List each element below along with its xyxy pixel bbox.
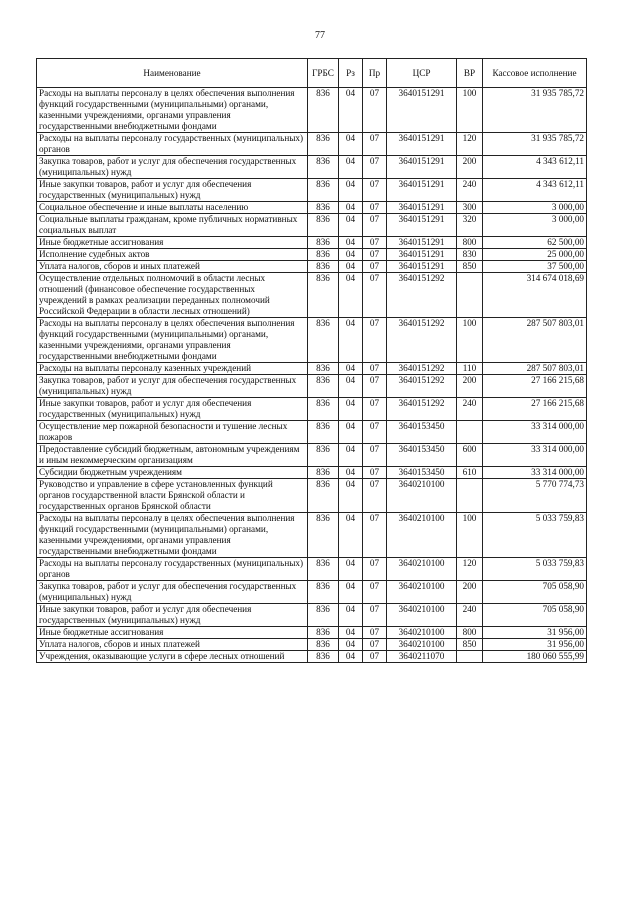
cell-vr: 100 — [457, 318, 483, 363]
cell-csr: 3640211070 — [387, 651, 457, 663]
header-pr: Пр — [363, 59, 387, 88]
cell-rz: 04 — [339, 318, 363, 363]
cell-rz: 04 — [339, 249, 363, 261]
cell-rz: 04 — [339, 604, 363, 627]
cell-rz: 04 — [339, 179, 363, 202]
cell-csr: 3640151291 — [387, 214, 457, 237]
cell-vr: 120 — [457, 558, 483, 581]
cell-csr: 3640151291 — [387, 249, 457, 261]
cell-rz: 04 — [339, 133, 363, 156]
cell-vr: 200 — [457, 581, 483, 604]
cell-sum: 33 314 000,00 — [483, 444, 587, 467]
cell-name: Уплата налогов, сборов и иных платежей — [37, 639, 308, 651]
table-row — [37, 156, 587, 179]
cell-pr: 07 — [363, 513, 387, 558]
cell-grbs: 836 — [308, 444, 339, 467]
cell-csr: 3640151291 — [387, 179, 457, 202]
cell-csr: 3640151291 — [387, 133, 457, 156]
cell-sum: 4 343 612,11 — [483, 156, 587, 179]
header-vr: ВР — [457, 59, 483, 88]
cell-grbs: 836 — [308, 214, 339, 237]
cell-grbs: 836 — [308, 604, 339, 627]
cell-vr: 240 — [457, 179, 483, 202]
cell-grbs: 836 — [308, 639, 339, 651]
cell-pr: 07 — [363, 179, 387, 202]
cell-csr: 3640151292 — [387, 273, 457, 318]
cell-pr: 07 — [363, 202, 387, 214]
cell-vr: 830 — [457, 249, 483, 261]
cell-vr: 850 — [457, 261, 483, 273]
cell-grbs: 836 — [308, 88, 339, 133]
table-row — [37, 318, 587, 363]
cell-sum: 5 770 774,73 — [483, 479, 587, 513]
cell-vr — [457, 273, 483, 318]
cell-sum: 314 674 018,69 — [483, 273, 587, 318]
cell-pr: 07 — [363, 558, 387, 581]
cell-pr: 07 — [363, 214, 387, 237]
cell-grbs: 836 — [308, 156, 339, 179]
table-row — [37, 179, 587, 202]
table-row — [37, 375, 587, 398]
cell-sum: 31 956,00 — [483, 639, 587, 651]
cell-rz: 04 — [339, 156, 363, 179]
cell-csr: 3640151291 — [387, 237, 457, 249]
cell-sum: 5 033 759,83 — [483, 513, 587, 558]
cell-pr: 07 — [363, 88, 387, 133]
cell-csr: 3640153450 — [387, 421, 457, 444]
cell-sum: 287 507 803,01 — [483, 318, 587, 363]
cell-vr: 120 — [457, 133, 483, 156]
cell-name: Уплата налогов, сборов и иных платежей — [37, 261, 308, 273]
cell-csr: 3640210100 — [387, 479, 457, 513]
cell-sum: 33 314 000,00 — [483, 467, 587, 479]
header-sum: Кассовое исполнение — [483, 59, 587, 88]
table-row — [37, 214, 587, 237]
cell-grbs: 836 — [308, 627, 339, 639]
cell-name: Иные закупки товаров, работ и услуг для обеспечения государственных (муниципальных) нужд — [37, 398, 308, 421]
cell-name: Расходы на выплаты персоналу в целях обеспечения выполнения функций государственными (муниципальными) органами, казенными учреждениями, органами управления государственными внебюджетными фондами — [37, 513, 308, 558]
cell-name: Расходы на выплаты персоналу казенных учреждений — [37, 363, 308, 375]
cell-name: Предоставление субсидий бюджетным, автономным учреждениям и иным некоммерческим организациям — [37, 444, 308, 467]
table-row — [37, 273, 587, 318]
cell-name: Расходы на выплаты персоналу в целях обеспечения выполнения функций государственными (муниципальными) органами, казенными учреждениями, органами управления государственными внебюджетными фондами — [37, 318, 308, 363]
cell-pr: 07 — [363, 133, 387, 156]
cell-sum: 3 000,00 — [483, 214, 587, 237]
cell-pr: 07 — [363, 444, 387, 467]
cell-csr: 3640153450 — [387, 467, 457, 479]
cell-sum: 27 166 215,68 — [483, 398, 587, 421]
cell-grbs: 836 — [308, 133, 339, 156]
table-row — [37, 261, 587, 273]
table-row — [37, 444, 587, 467]
cell-rz: 04 — [339, 237, 363, 249]
cell-pr: 07 — [363, 156, 387, 179]
cell-sum: 33 314 000,00 — [483, 421, 587, 444]
cell-sum: 25 000,00 — [483, 249, 587, 261]
cell-rz: 04 — [339, 398, 363, 421]
cell-grbs: 836 — [308, 513, 339, 558]
cell-csr: 3640210100 — [387, 581, 457, 604]
cell-csr: 3640210100 — [387, 604, 457, 627]
cell-vr: 610 — [457, 467, 483, 479]
header-grbs: ГРБС — [308, 59, 339, 88]
cell-rz: 04 — [339, 467, 363, 479]
cell-sum: 31 956,00 — [483, 627, 587, 639]
cell-grbs: 836 — [308, 179, 339, 202]
cell-grbs: 836 — [308, 237, 339, 249]
cell-vr — [457, 421, 483, 444]
cell-rz: 04 — [339, 558, 363, 581]
cell-grbs: 836 — [308, 202, 339, 214]
table-header-row — [37, 59, 587, 88]
cell-pr: 07 — [363, 237, 387, 249]
cell-rz: 04 — [339, 581, 363, 604]
table-row — [37, 363, 587, 375]
budget-table — [36, 58, 587, 663]
cell-rz: 04 — [339, 421, 363, 444]
cell-vr: 240 — [457, 398, 483, 421]
table-row — [37, 639, 587, 651]
cell-pr: 07 — [363, 249, 387, 261]
cell-name: Иные закупки товаров, работ и услуг для обеспечения государственных (муниципальных) нужд — [37, 604, 308, 627]
cell-name: Учреждения, оказывающие услуги в сфере лесных отношений — [37, 651, 308, 663]
cell-vr: 800 — [457, 237, 483, 249]
cell-name: Исполнение судебных актов — [37, 249, 308, 261]
cell-sum: 31 935 785,72 — [483, 133, 587, 156]
cell-pr: 07 — [363, 581, 387, 604]
table-row — [37, 421, 587, 444]
cell-vr: 240 — [457, 604, 483, 627]
cell-vr — [457, 651, 483, 663]
cell-name: Осуществление отдельных полномочий в области лесных отношений (финансовое обеспечение государственных учреждений в рамках реализации переданных полномочий Российской Федерации в области лесных отношений) — [37, 273, 308, 318]
cell-grbs: 836 — [308, 261, 339, 273]
cell-vr: 100 — [457, 513, 483, 558]
table-row — [37, 88, 587, 133]
cell-csr: 3640210100 — [387, 627, 457, 639]
cell-grbs: 836 — [308, 421, 339, 444]
cell-csr: 3640151292 — [387, 375, 457, 398]
cell-name: Руководство и управление в сфере установленных функций органов государственной власти Брянской области и государственных органов Брянской области — [37, 479, 308, 513]
cell-csr: 3640153450 — [387, 444, 457, 467]
cell-sum: 31 935 785,72 — [483, 88, 587, 133]
cell-pr: 07 — [363, 627, 387, 639]
table-row — [37, 133, 587, 156]
cell-grbs: 836 — [308, 581, 339, 604]
cell-csr: 3640151291 — [387, 88, 457, 133]
cell-name: Социальное обеспечение и иные выплаты населению — [37, 202, 308, 214]
cell-pr: 07 — [363, 398, 387, 421]
cell-grbs: 836 — [308, 467, 339, 479]
cell-name: Иные бюджетные ассигнования — [37, 627, 308, 639]
cell-pr: 07 — [363, 479, 387, 513]
cell-name: Иные закупки товаров, работ и услуг для обеспечения государственных (муниципальных) нужд — [37, 179, 308, 202]
cell-pr: 07 — [363, 651, 387, 663]
cell-csr: 3640151291 — [387, 261, 457, 273]
cell-name: Иные бюджетные ассигнования — [37, 237, 308, 249]
cell-pr: 07 — [363, 639, 387, 651]
cell-name: Субсидии бюджетным учреждениям — [37, 467, 308, 479]
cell-csr: 3640151291 — [387, 202, 457, 214]
cell-name: Закупка товаров, работ и услуг для обеспечения государственных (муниципальных) нужд — [37, 375, 308, 398]
cell-rz: 04 — [339, 202, 363, 214]
cell-pr: 07 — [363, 363, 387, 375]
table-row — [37, 604, 587, 627]
cell-pr: 07 — [363, 467, 387, 479]
cell-pr: 07 — [363, 318, 387, 363]
table-row — [37, 651, 587, 663]
table-row — [37, 627, 587, 639]
cell-rz: 04 — [339, 88, 363, 133]
cell-grbs: 836 — [308, 479, 339, 513]
cell-sum: 37 500,00 — [483, 261, 587, 273]
cell-pr: 07 — [363, 273, 387, 318]
cell-sum: 4 343 612,11 — [483, 179, 587, 202]
cell-sum: 5 033 759,83 — [483, 558, 587, 581]
cell-csr: 3640210100 — [387, 513, 457, 558]
cell-grbs: 836 — [308, 375, 339, 398]
cell-vr: 300 — [457, 202, 483, 214]
table-row — [37, 249, 587, 261]
table-row — [37, 558, 587, 581]
header-rz: Рз — [339, 59, 363, 88]
cell-sum: 705 058,90 — [483, 581, 587, 604]
cell-rz: 04 — [339, 651, 363, 663]
cell-vr: 320 — [457, 214, 483, 237]
cell-csr: 3640151292 — [387, 398, 457, 421]
cell-vr: 200 — [457, 156, 483, 179]
cell-name: Расходы на выплаты персоналу государственных (муниципальных) органов — [37, 558, 308, 581]
cell-sum: 287 507 803,01 — [483, 363, 587, 375]
table-row — [37, 398, 587, 421]
table-row — [37, 202, 587, 214]
cell-sum: 180 060 555,99 — [483, 651, 587, 663]
page-number: 77 — [315, 30, 325, 41]
table-row — [37, 581, 587, 604]
cell-grbs: 836 — [308, 249, 339, 261]
cell-sum: 705 058,90 — [483, 604, 587, 627]
cell-pr: 07 — [363, 604, 387, 627]
cell-csr: 3640151291 — [387, 156, 457, 179]
cell-rz: 04 — [339, 273, 363, 318]
cell-csr: 3640151292 — [387, 363, 457, 375]
cell-rz: 04 — [339, 513, 363, 558]
cell-grbs: 836 — [308, 363, 339, 375]
cell-sum: 3 000,00 — [483, 202, 587, 214]
cell-csr: 3640151292 — [387, 318, 457, 363]
cell-rz: 04 — [339, 627, 363, 639]
cell-grbs: 836 — [308, 651, 339, 663]
table-row — [37, 479, 587, 513]
cell-rz: 04 — [339, 639, 363, 651]
cell-rz: 04 — [339, 444, 363, 467]
cell-rz: 04 — [339, 261, 363, 273]
cell-grbs: 836 — [308, 558, 339, 581]
cell-vr: 600 — [457, 444, 483, 467]
cell-name: Осуществление мер пожарной безопасности и тушение лесных пожаров — [37, 421, 308, 444]
header-csr: ЦСР — [387, 59, 457, 88]
cell-rz: 04 — [339, 214, 363, 237]
cell-rz: 04 — [339, 479, 363, 513]
cell-name: Расходы на выплаты персоналу государственных (муниципальных) органов — [37, 133, 308, 156]
cell-name: Социальные выплаты гражданам, кроме публичных нормативных социальных выплат — [37, 214, 308, 237]
cell-pr: 07 — [363, 375, 387, 398]
cell-vr: 100 — [457, 88, 483, 133]
cell-name: Закупка товаров, работ и услуг для обеспечения государственных (муниципальных) нужд — [37, 156, 308, 179]
cell-csr: 3640210100 — [387, 558, 457, 581]
cell-grbs: 836 — [308, 318, 339, 363]
table-row — [37, 467, 587, 479]
cell-pr: 07 — [363, 261, 387, 273]
cell-rz: 04 — [339, 375, 363, 398]
cell-grbs: 836 — [308, 398, 339, 421]
table-row — [37, 513, 587, 558]
cell-name: Расходы на выплаты персоналу в целях обеспечения выполнения функций государственными (муниципальными) органами, казенными учреждениями, органами управления государственными внебюджетными фондами — [37, 88, 308, 133]
cell-name: Закупка товаров, работ и услуг для обеспечения государственных (муниципальных) нужд — [37, 581, 308, 604]
cell-vr: 200 — [457, 375, 483, 398]
cell-vr: 800 — [457, 627, 483, 639]
cell-csr: 3640210100 — [387, 639, 457, 651]
cell-sum: 27 166 215,68 — [483, 375, 587, 398]
cell-rz: 04 — [339, 363, 363, 375]
cell-sum: 62 500,00 — [483, 237, 587, 249]
cell-pr: 07 — [363, 421, 387, 444]
header-name: Наименование — [37, 59, 308, 88]
cell-vr: 110 — [457, 363, 483, 375]
cell-grbs: 836 — [308, 273, 339, 318]
cell-vr — [457, 479, 483, 513]
table-row — [37, 237, 587, 249]
cell-vr: 850 — [457, 639, 483, 651]
